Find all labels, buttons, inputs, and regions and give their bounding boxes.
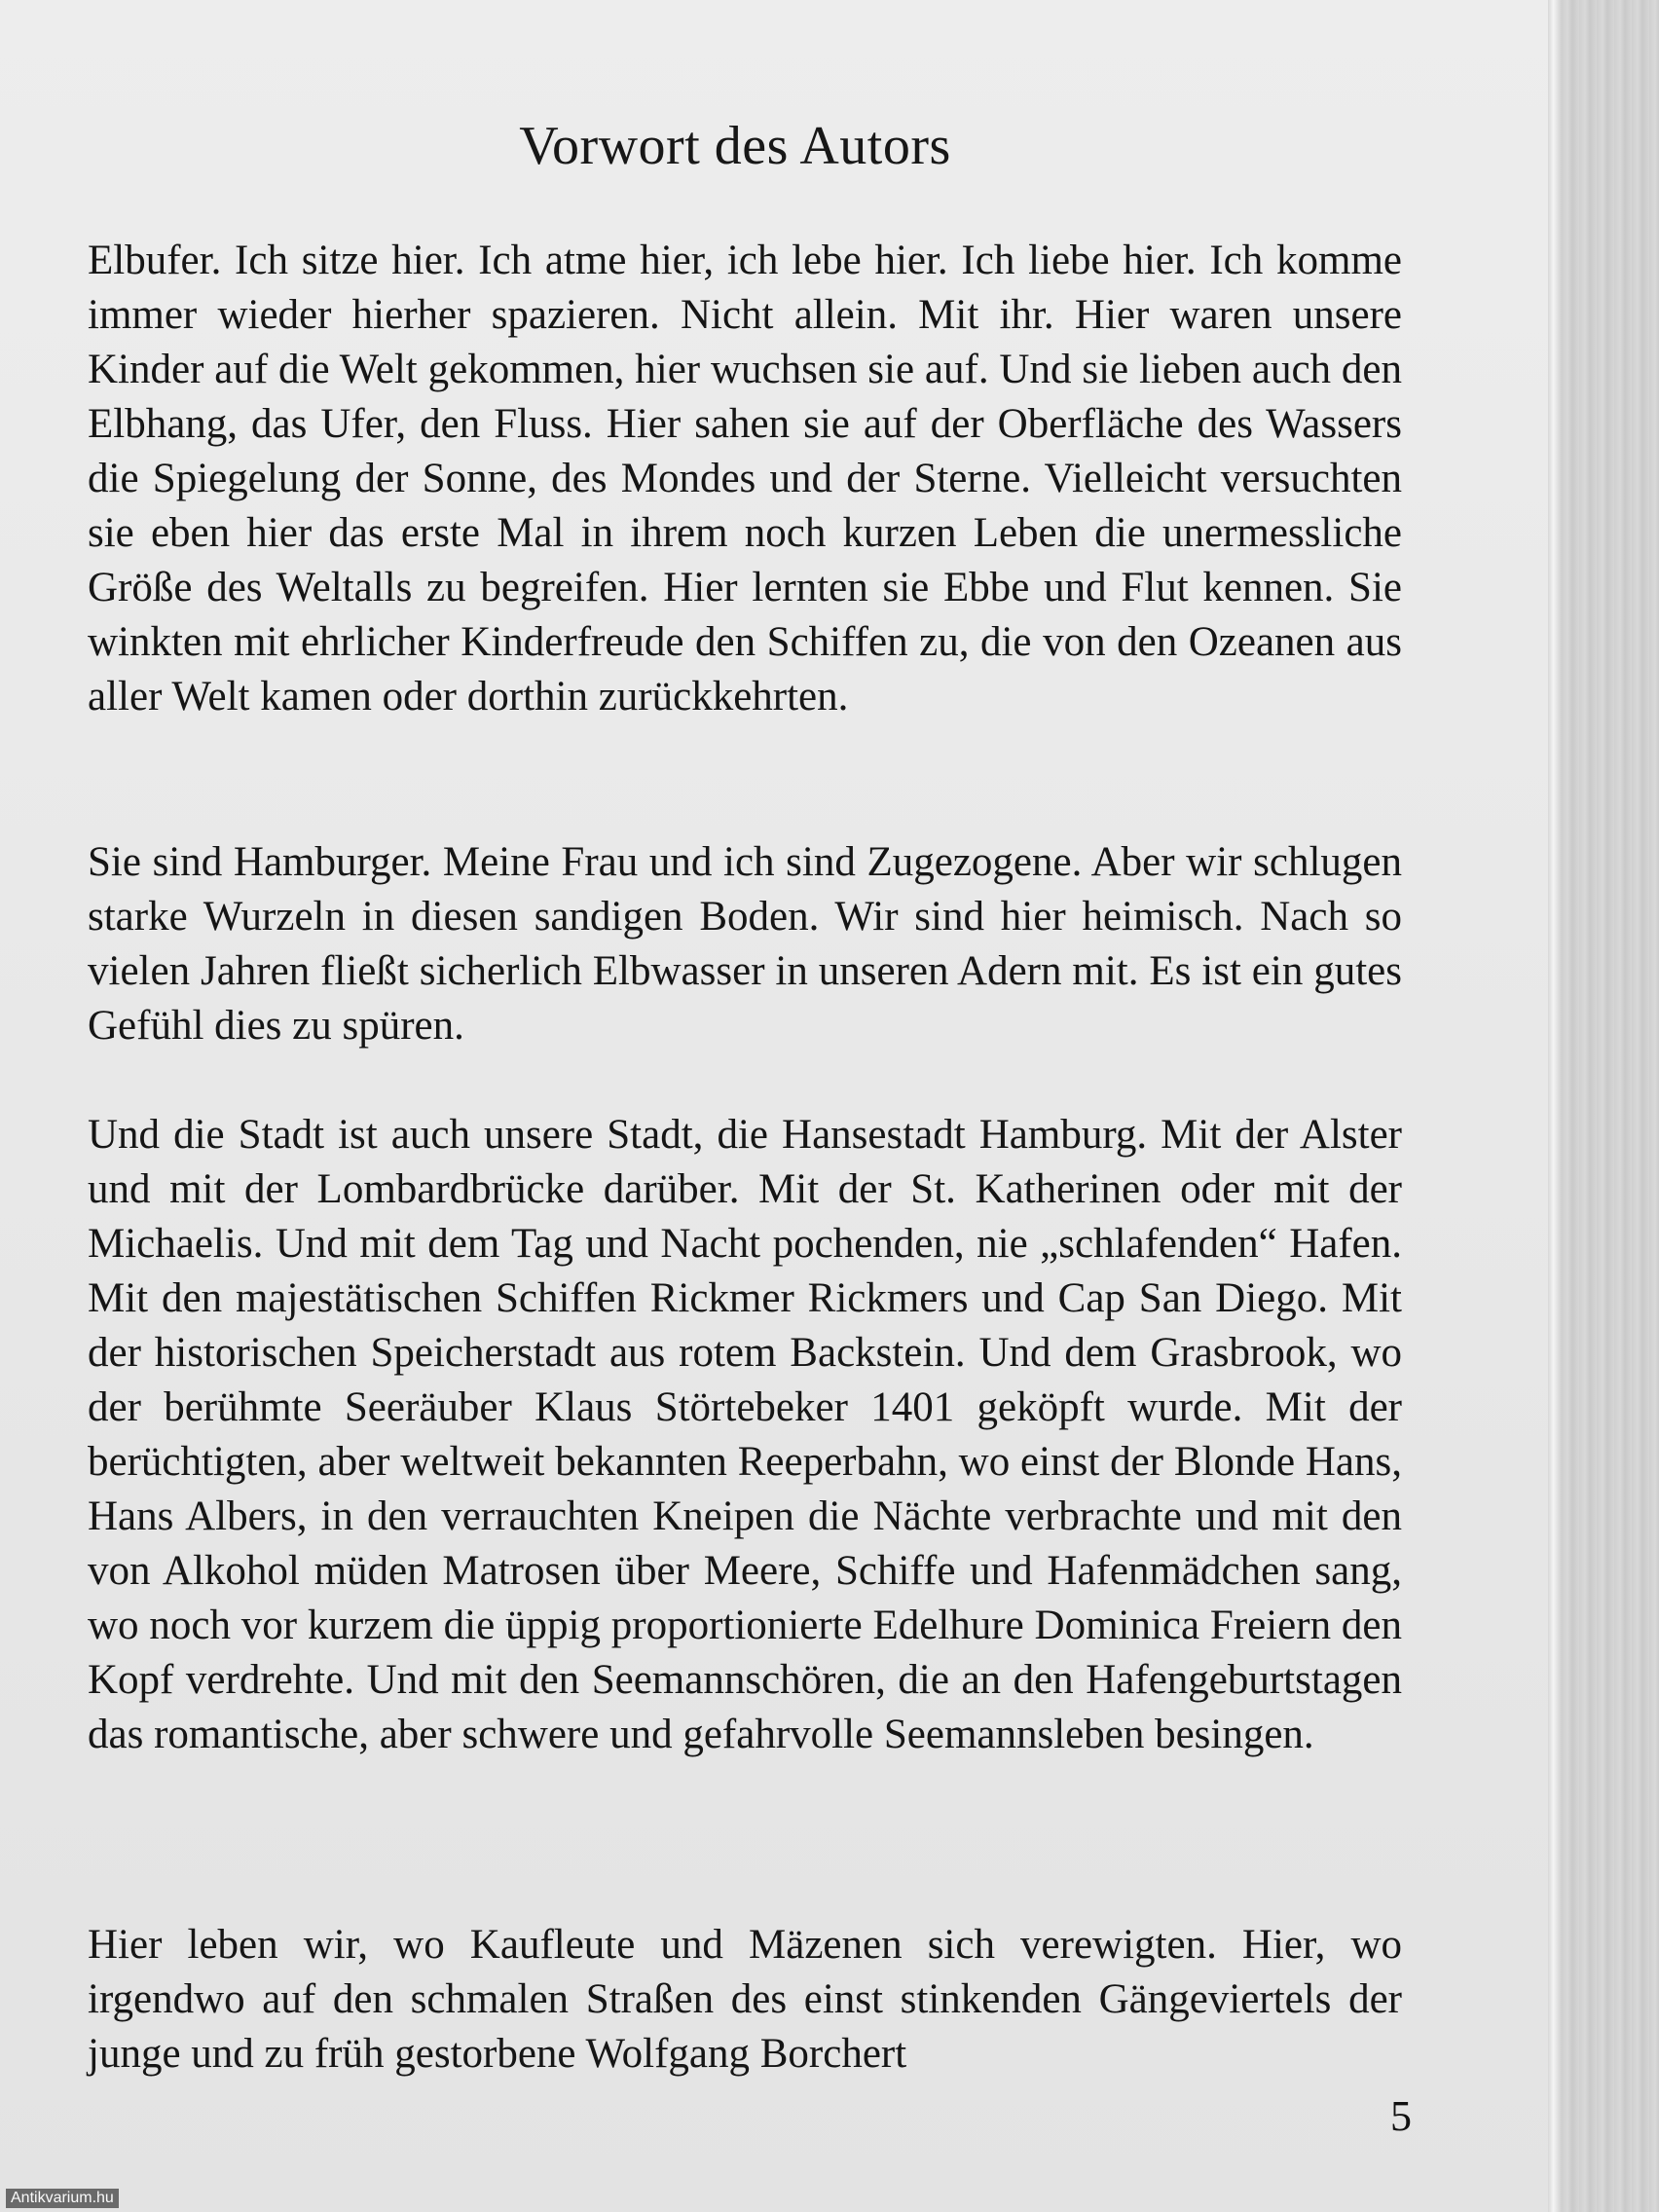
paragraph-3 — [88, 1108, 1402, 1762]
paragraph-text: Hier leben wir, wo Kaufleute und Mäzenen sich verewigten. Hier, wo irgendwo auf den schmalen Straßen des einst stinkenden Gängeviertels der junge und zu früh gestorbene Wolfgang Borchert — [88, 1922, 1402, 2077]
wood-surface — [1562, 0, 1659, 2212]
paragraph-4 — [88, 1918, 1402, 2082]
page-number: 5 — [1390, 2092, 1412, 2140]
paragraph-text: Sie sind Hamburger. Meine Frau und ich sind Zugezogene. Aber wir schlugen starke Wurzeln in diesen sandigen Boden. Wir sind hier heimisch. Nach so vielen Jahren fließt sicherlich Elbwasser in unseren Adern mit. Es ist ein gutes Gefühl dies zu spüren. — [88, 839, 1402, 1049]
paragraph-2 — [88, 835, 1402, 1053]
page-title: Vorwort des Autors — [519, 116, 951, 176]
paragraph-text: Elbufer. Ich sitze hier. Ich atme hier, ich lebe hier. Ich liebe hier. Ich komme immer wieder hierher spazieren. Nicht allein. Mit ihr. Hier waren unsere Kinder auf die Welt gekommen, hier wuchsen sie auf. Und sie lieben auch den Elbhang, das Ufer, den Fluss. Hier sahen sie auf der Oberfläche des Wassers die Spiegelung der Sonne, des Mondes und der Sterne. Vielleicht versuchten sie eben hier das erste Mal in ihrem noch kurzen Leben die unermessliche Größe des Weltalls zu begreifen. Hier lernten sie Ebbe und Flut kennen. Sie winkten mit ehrlicher Kinderfreude den Schiffen zu, die von den Ozeanen aus aller Welt kamen oder dorthin zurückkehrten. — [88, 238, 1402, 719]
paragraph-text: Und die Stadt ist auch unsere Stadt, die Hansestadt Hamburg. Mit der Alster und mit der Lombardbrücke darüber. Mit der St. Katherinen oder mit der Michaelis. Und mit dem Tag und Nacht pochenden, nie „schlafenden“ Hafen. Mit den majestätischen Schiffen Rickmer Rickmers und Cap San Diego. Mit der historischen Speicherstadt aus rotem Backstein. Und dem Grasbrook, wo der berühmte Seeräuber Klaus Störtebeker 1401 geköpft wurde. Mit der berüchtigten, aber weltweit bekannten Reeperbahn, wo einst der Blonde Hans, Hans Albers, in den verrauchten Kneipen die Nächte verbrachte und mit den von Alkohol müden Matrosen über Meere, Schiffe und Hafenmädchen sang, wo noch vor kurzem die üppig proportionierte Edelhure Dominica Freiern den Kopf verdrehte. Und mit den Seemannschören, die an den Hafengeburtstagen das romantische, aber schwere und gefahrvolle Seemannsleben besingen. — [88, 1112, 1402, 1757]
watermark: Antikvarium.hu — [6, 2189, 119, 2208]
page-edge — [1548, 0, 1562, 2212]
paragraph-1 — [88, 234, 1402, 724]
